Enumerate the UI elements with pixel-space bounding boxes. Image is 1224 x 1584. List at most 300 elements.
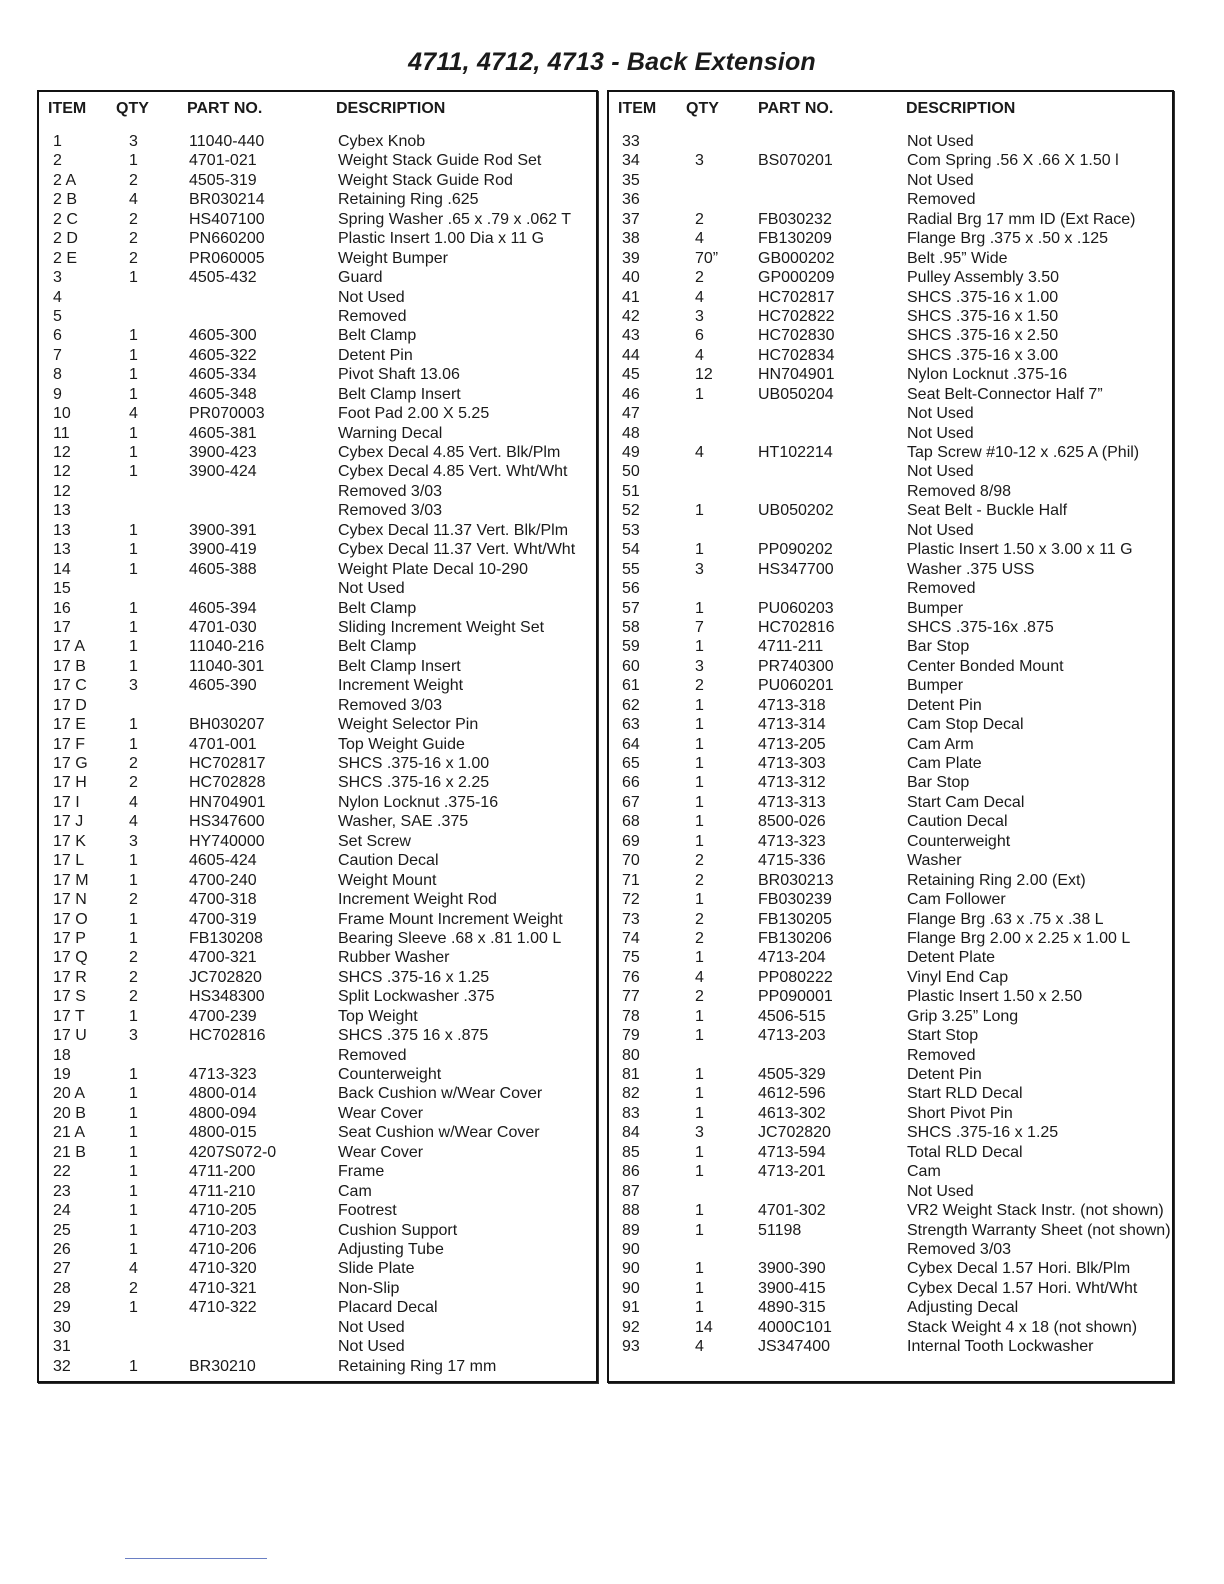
- table-row: [39, 1240, 596, 1259]
- cell-item: 17 J: [53, 813, 84, 831]
- table-row: [609, 365, 1172, 384]
- cell-part-no: 4000C101: [758, 1318, 832, 1336]
- cell-item: 60: [622, 657, 640, 675]
- footer-rule: [125, 1558, 267, 1559]
- cell-description: Weight Mount: [338, 871, 437, 889]
- cell-qty: 1: [695, 1104, 704, 1122]
- cell-description: Cybex Decal 11.37 Vert. Blk/Plm: [338, 521, 569, 539]
- table-row: [39, 1259, 596, 1278]
- cell-qty: 1: [695, 793, 704, 811]
- cell-part-no: 4715-336: [758, 852, 826, 870]
- cell-part-no: 4713-204: [758, 949, 826, 967]
- table-row: [39, 171, 596, 190]
- cell-part-no: 4505-432: [189, 269, 257, 287]
- cell-part-no: 4890-315: [758, 1299, 826, 1317]
- table-row: [609, 482, 1172, 501]
- cell-description: Removed: [907, 580, 976, 598]
- table-row: [609, 1123, 1172, 1142]
- cell-qty: 1: [695, 735, 704, 753]
- cell-item: 47: [622, 405, 640, 423]
- cell-part-no: HS347600: [189, 813, 265, 831]
- cell-part-no: FB130206: [758, 929, 832, 947]
- cell-item: 2 B: [53, 191, 78, 209]
- table-row: [609, 832, 1172, 851]
- cell-item: 83: [622, 1104, 640, 1122]
- cell-qty: 1: [695, 832, 704, 850]
- cell-part-no: 4710-203: [189, 1221, 257, 1239]
- cell-item: 74: [622, 929, 640, 947]
- cell-qty: 1: [695, 1299, 704, 1317]
- cell-item: 17 R: [53, 968, 87, 986]
- cell-description: Retaining Ring 2.00 (Ext): [907, 871, 1086, 889]
- cell-qty: 12: [695, 366, 713, 384]
- cell-qty: 2: [129, 1279, 138, 1297]
- cell-description: Back Cushion w/Wear Cover: [338, 1085, 543, 1103]
- cell-qty: 1: [129, 444, 138, 461]
- table-row: [609, 540, 1172, 559]
- cell-qty: 1: [695, 385, 704, 403]
- cell-part-no: 4700-318: [189, 891, 257, 909]
- cell-item: 79: [622, 1027, 640, 1045]
- cell-description: Belt Clamp Insert: [338, 657, 461, 675]
- cell-part-no: PR060005: [189, 249, 265, 267]
- cell-description: Flange Brg .63 x .75 x .38 L: [907, 910, 1104, 928]
- cell-item: 24: [53, 1202, 71, 1220]
- cell-qty: 1: [129, 716, 138, 734]
- table-row: [609, 1259, 1172, 1278]
- table-row: [609, 987, 1172, 1006]
- cell-part-no: HN704901: [189, 793, 266, 811]
- table-row: [39, 326, 596, 345]
- cell-item: 78: [622, 1007, 640, 1025]
- cell-item: 81: [622, 1066, 640, 1083]
- table-row: [39, 948, 596, 967]
- cell-item: 2 A: [53, 171, 77, 189]
- cell-qty: 1: [129, 852, 138, 870]
- table-row: [609, 443, 1172, 462]
- cell-qty: 1: [129, 541, 138, 559]
- table-row: [609, 307, 1172, 326]
- cell-description: Counterweight: [907, 832, 1011, 850]
- table-row: [39, 385, 596, 404]
- cell-description: Removed: [338, 307, 407, 325]
- table-row: [609, 1104, 1172, 1123]
- cell-description: Bar Stop: [907, 774, 970, 792]
- cell-item: 17 F: [53, 735, 86, 753]
- cell-part-no: PU060203: [758, 599, 834, 617]
- table-row: [39, 773, 596, 792]
- cell-qty: 1: [695, 1085, 704, 1103]
- header-part-no: PART NO.: [187, 100, 263, 117]
- table-row: [39, 618, 596, 637]
- table-row: [39, 482, 596, 501]
- cell-part-no: BR030213: [758, 871, 834, 889]
- cell-item: 61: [622, 677, 640, 695]
- cell-description: Non-Slip: [338, 1279, 400, 1297]
- cell-qty: 1: [695, 1260, 704, 1278]
- cell-item: 17 G: [53, 755, 88, 772]
- cell-description: Cam Follower: [907, 891, 1006, 909]
- cell-qty: 2: [129, 249, 138, 267]
- cell-qty: 6: [695, 327, 704, 345]
- cell-description: Strength Warranty Sheet (not shown): [907, 1221, 1171, 1239]
- table-row: [609, 773, 1172, 792]
- cell-part-no: FB130208: [189, 929, 263, 947]
- cell-qty: 1: [695, 1007, 704, 1025]
- cell-part-no: 3900-419: [189, 541, 257, 559]
- table-row: [39, 560, 596, 579]
- cell-part-no: 4605-388: [189, 560, 257, 578]
- cell-part-no: 3900-391: [189, 521, 257, 539]
- cell-item: 1: [53, 133, 62, 150]
- cell-part-no: HC702817: [758, 288, 835, 306]
- cell-part-no: 4605-300: [189, 327, 257, 345]
- cell-qty: 1: [129, 463, 138, 481]
- cell-qty: 1: [129, 521, 138, 539]
- cell-qty: 1: [129, 385, 138, 403]
- cell-item: 13: [53, 502, 71, 520]
- cell-description: SHCS .375-16 x 1.25: [907, 1124, 1059, 1142]
- cell-qty: 1: [129, 910, 138, 928]
- cell-part-no: 4713-594: [758, 1143, 826, 1161]
- cell-description: Short Pivot Pin: [907, 1104, 1013, 1122]
- cell-qty: 2: [129, 949, 138, 967]
- cell-item: 72: [622, 891, 640, 909]
- cell-description: Not Used: [338, 1338, 405, 1356]
- cell-part-no: 4710-320: [189, 1260, 257, 1278]
- cell-description: Split Lockwasher .375: [338, 988, 495, 1006]
- cell-part-no: 4612-596: [758, 1085, 826, 1103]
- table-row: [39, 890, 596, 909]
- cell-description: Belt Clamp: [338, 599, 417, 617]
- cell-item: 68: [622, 813, 640, 831]
- cell-description: Cam Arm: [907, 735, 974, 753]
- cell-part-no: HN704901: [758, 366, 835, 384]
- cell-description: Adjusting Decal: [907, 1299, 1019, 1317]
- cell-description: Top Weight: [338, 1007, 418, 1025]
- table-row: [609, 735, 1172, 754]
- cell-part-no: 3900-415: [758, 1279, 826, 1297]
- cell-description: Weight Bumper: [338, 249, 448, 267]
- cell-item: 90: [622, 1279, 640, 1297]
- cell-description: Retaining Ring 17 mm: [338, 1357, 497, 1375]
- table-row: [39, 521, 596, 540]
- cell-description: Not Used: [338, 288, 405, 306]
- cell-part-no: 4713-323: [758, 832, 826, 850]
- cell-item: 87: [622, 1182, 640, 1200]
- table-row: [609, 1279, 1172, 1298]
- cell-description: Start Cam Decal: [907, 793, 1025, 811]
- cell-qty: 4: [129, 813, 138, 831]
- cell-item: 6: [53, 327, 62, 345]
- cell-description: Belt Clamp Insert: [338, 385, 461, 403]
- cell-description: Adjusting Tube: [338, 1240, 444, 1258]
- cell-item: 90: [622, 1240, 640, 1258]
- cell-qty: 1: [695, 638, 704, 656]
- cell-part-no: 4700-321: [189, 949, 257, 967]
- cell-qty: 1: [129, 1182, 138, 1200]
- cell-description: Warning Decal: [338, 424, 443, 442]
- table-row: [609, 637, 1172, 656]
- table-row: [609, 599, 1172, 618]
- table-row: [39, 1221, 596, 1240]
- cell-qty: 1: [695, 1066, 704, 1083]
- cell-part-no: 4505-329: [758, 1066, 826, 1083]
- cell-item: 17 N: [53, 891, 87, 909]
- table-row: [609, 268, 1172, 287]
- cell-qty: 1: [695, 716, 704, 734]
- cell-description: Not Used: [907, 171, 974, 189]
- cell-description: Detent Pin: [907, 696, 982, 714]
- cell-item: 17 L: [53, 852, 85, 870]
- cell-description: Cushion Support: [338, 1221, 458, 1239]
- cell-part-no: 4713-323: [189, 1066, 257, 1083]
- cell-description: Pulley Assembly 3.50: [907, 269, 1060, 287]
- cell-item: 17 K: [53, 832, 86, 850]
- table-row: [39, 929, 596, 948]
- cell-description: Start RLD Decal: [907, 1085, 1023, 1103]
- cell-part-no: 4605-390: [189, 677, 257, 695]
- cell-description: Cybex Decal 4.85 Vert. Wht/Wht: [338, 463, 568, 481]
- table-row: [609, 249, 1172, 268]
- cell-qty: 3: [695, 307, 704, 325]
- cell-qty: 2: [695, 871, 704, 889]
- cell-item: 26: [53, 1240, 71, 1258]
- cell-part-no: 4506-515: [758, 1007, 826, 1025]
- cell-item: 52: [622, 502, 640, 520]
- cell-qty: 2: [695, 988, 704, 1006]
- table-row: [39, 404, 596, 423]
- cell-qty: 3: [695, 1124, 704, 1142]
- cell-part-no: 4700-240: [189, 871, 257, 889]
- table-row: [39, 735, 596, 754]
- table-row: [39, 1007, 596, 1026]
- cell-description: Not Used: [907, 521, 974, 539]
- cell-description: Belt Clamp: [338, 327, 417, 345]
- table-row: [609, 812, 1172, 831]
- cell-part-no: 4613-302: [758, 1104, 826, 1122]
- cell-part-no: 4207S072-0: [189, 1143, 277, 1161]
- cell-qty: 1: [129, 657, 138, 675]
- cell-item: 57: [622, 599, 640, 617]
- cell-qty: 2: [129, 968, 138, 986]
- cell-description: Cam Plate: [907, 755, 982, 772]
- table-row: [609, 715, 1172, 734]
- cell-qty: 3: [129, 133, 138, 150]
- cell-description: Wear Cover: [338, 1143, 424, 1161]
- cell-part-no: PR740300: [758, 657, 834, 675]
- cell-description: Weight Stack Guide Rod: [338, 171, 513, 189]
- table-row: [39, 910, 596, 929]
- cell-description: Bearing Sleeve .68 x .81 1.00 L: [338, 929, 562, 947]
- cell-part-no: BR30210: [189, 1357, 256, 1375]
- cell-item: 65: [622, 755, 640, 772]
- cell-item: 54: [622, 541, 640, 559]
- cell-description: Weight Stack Guide Rod Set: [338, 152, 542, 170]
- cell-part-no: JC702820: [758, 1124, 831, 1142]
- cell-item: 30: [53, 1318, 71, 1336]
- cell-item: 13: [53, 521, 71, 539]
- cell-qty: 1: [129, 1240, 138, 1258]
- header-qty: QTY: [686, 100, 719, 117]
- header-description: DESCRIPTION: [336, 100, 446, 117]
- table-row: [39, 579, 596, 598]
- cell-item: 90: [622, 1260, 640, 1278]
- cell-item: 3: [53, 269, 62, 287]
- cell-item: 31: [53, 1338, 71, 1356]
- cell-item: 63: [622, 716, 640, 734]
- cell-description: Removed 3/03: [338, 482, 443, 500]
- cell-qty: 1: [129, 152, 138, 170]
- cell-part-no: 51198: [758, 1221, 802, 1239]
- cell-item: 16: [53, 599, 71, 617]
- cell-description: SHCS .375-16 x 1.00: [338, 755, 490, 772]
- cell-item: 62: [622, 696, 640, 714]
- table-row: [609, 501, 1172, 520]
- cell-description: Removed 3/03: [907, 1240, 1012, 1258]
- table-row: [39, 346, 596, 365]
- cell-item: 27: [53, 1260, 71, 1278]
- cell-part-no: 11040-301: [189, 657, 265, 675]
- cell-qty: 3: [695, 152, 704, 170]
- table-row: [39, 1279, 596, 1298]
- table-row: [609, 326, 1172, 345]
- cell-part-no: 4713-318: [758, 696, 826, 714]
- cell-item: 12: [53, 444, 71, 461]
- header-item: ITEM: [48, 100, 87, 117]
- table-row: [39, 1123, 596, 1142]
- cell-description: Footrest: [338, 1202, 397, 1220]
- cell-item: 69: [622, 832, 640, 850]
- header-part-no: PART NO.: [758, 100, 834, 117]
- header-qty: QTY: [116, 100, 149, 117]
- cell-qty: 1: [129, 1124, 138, 1142]
- cell-description: Center Bonded Mount: [907, 657, 1064, 675]
- cell-item: 55: [622, 560, 640, 578]
- cell-item: 64: [622, 735, 640, 753]
- cell-description: Wear Cover: [338, 1104, 424, 1122]
- table-row: [609, 1046, 1172, 1065]
- table-row: [609, 948, 1172, 967]
- cell-qty: 4: [695, 346, 704, 364]
- cell-item: 8: [53, 366, 62, 384]
- cell-item: 48: [622, 424, 640, 442]
- cell-description: Set Screw: [338, 832, 411, 850]
- cell-item: 2 C: [53, 210, 78, 228]
- cell-qty: 1: [695, 1163, 704, 1181]
- cell-description: Washer .375 USS: [907, 560, 1035, 578]
- table-row: [39, 540, 596, 559]
- cell-item: 32: [53, 1357, 71, 1375]
- table-row: [39, 1201, 596, 1220]
- cell-qty: 2: [695, 929, 704, 947]
- cell-qty: 1: [129, 871, 138, 889]
- cell-item: 15: [53, 580, 71, 598]
- cell-item: 10: [53, 405, 71, 423]
- cell-item: 70: [622, 852, 640, 870]
- cell-description: Not Used: [907, 463, 974, 481]
- cell-item: 12: [53, 463, 71, 481]
- table-row: [609, 618, 1172, 637]
- cell-qty: 1: [129, 560, 138, 578]
- cell-item: 23: [53, 1182, 71, 1200]
- table-row: [39, 793, 596, 812]
- cell-qty: 7: [695, 618, 704, 636]
- cell-description: Detent Pin: [907, 1066, 982, 1083]
- table-row: [39, 132, 596, 151]
- cell-qty: 1: [129, 1143, 138, 1161]
- table-row: [39, 365, 596, 384]
- cell-qty: 4: [129, 793, 138, 811]
- cell-description: SHCS .375-16 x 1.00: [907, 288, 1059, 306]
- table-row: [609, 910, 1172, 929]
- cell-description: Frame Mount Increment Weight: [338, 910, 563, 928]
- cell-description: Flange Brg .375 x .50 x .125: [907, 230, 1109, 248]
- cell-description: Caution Decal: [907, 813, 1008, 831]
- cell-item: 35: [622, 171, 640, 189]
- table-row: [39, 1162, 596, 1181]
- cell-part-no: 4713-312: [758, 774, 826, 792]
- cell-qty: 1: [129, 327, 138, 345]
- cell-item: 40: [622, 269, 640, 287]
- cell-qty: 1: [129, 929, 138, 947]
- cell-description: Removed 8/98: [907, 482, 1012, 500]
- table-row: [39, 443, 596, 462]
- cell-item: 7: [53, 346, 62, 364]
- cell-part-no: GB000202: [758, 249, 835, 267]
- cell-part-no: HY740000: [189, 832, 265, 850]
- cell-part-no: 4800-015: [189, 1124, 257, 1142]
- cell-part-no: 4713-201: [758, 1163, 826, 1181]
- cell-qty: 2: [695, 910, 704, 928]
- cell-description: Removed 3/03: [338, 696, 443, 714]
- cell-part-no: HS407100: [189, 210, 265, 228]
- cell-qty: 1: [695, 599, 704, 617]
- cell-description: Counterweight: [338, 1066, 442, 1083]
- cell-part-no: 4701-302: [758, 1202, 826, 1220]
- cell-item: 17 S: [53, 988, 86, 1006]
- table-row: [609, 210, 1172, 229]
- cell-item: 77: [622, 988, 640, 1006]
- table-row: [609, 521, 1172, 540]
- cell-item: 44: [622, 346, 640, 364]
- cell-description: Increment Weight Rod: [338, 891, 497, 909]
- cell-part-no: FB030239: [758, 891, 832, 909]
- cell-item: 71: [622, 871, 640, 889]
- cell-description: Seat Belt-Connector Half 7”: [907, 385, 1103, 403]
- cell-item: 51: [622, 482, 640, 500]
- cell-part-no: HC702834: [758, 346, 835, 364]
- cell-part-no: 11040-440: [189, 133, 265, 150]
- cell-part-no: BR030214: [189, 191, 265, 209]
- table-row: [39, 851, 596, 870]
- table-row: [39, 599, 596, 618]
- table-row: [609, 424, 1172, 443]
- cell-item: 17 B: [53, 657, 86, 675]
- parts-table-left: [37, 90, 598, 1383]
- table-row: [609, 929, 1172, 948]
- cell-description: Cybex Knob: [338, 133, 426, 150]
- table-row: [609, 190, 1172, 209]
- cell-qty: 1: [695, 755, 704, 772]
- cell-item: 18: [53, 1046, 71, 1064]
- table-row: [609, 657, 1172, 676]
- cell-part-no: HC702830: [758, 327, 835, 345]
- cell-qty: 1: [129, 735, 138, 753]
- cell-qty: 3: [695, 657, 704, 675]
- cell-qty: 4: [129, 405, 138, 423]
- table-row: [609, 1201, 1172, 1220]
